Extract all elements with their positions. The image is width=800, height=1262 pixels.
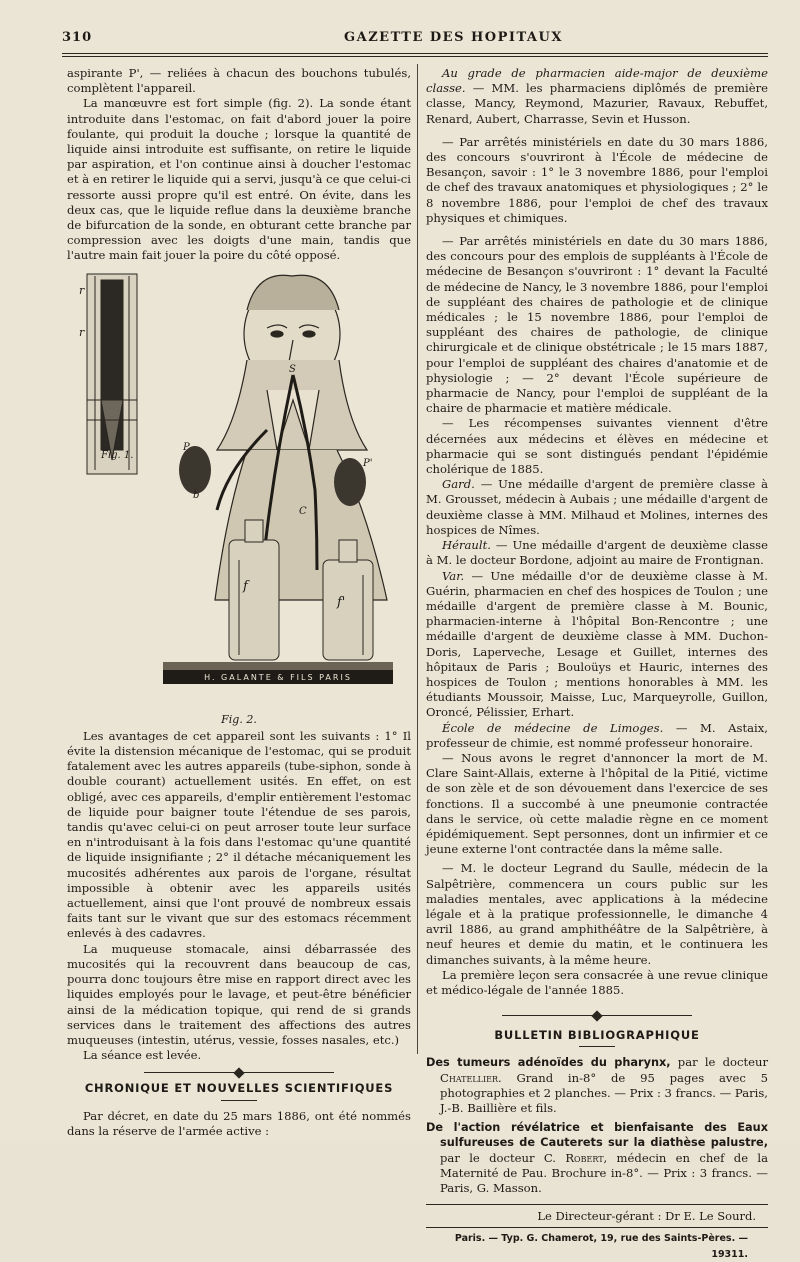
paragraph-text: — Une médaille d'argent de première classe à M. Grousset, médecin à Aubais ; une médaille d'argent de deuxième classe à MM. Milhaud et Molines, internes des hospices de Nîmes.: [426, 477, 768, 537]
print-rule: [426, 1227, 768, 1228]
paragraph: — Par arrêtés ministériels en date du 30 mars 1886, des concours s'ouvriront à l'École de médecine de Besançon, savoir : 1° le 3 novembre 1886, pour l'emploi de chef des travaux anatomiques et physiologiques ; 2° le 8 novembre 1886, pour l'emploi de chef des travaux physiques et chimiques.: [426, 134, 768, 225]
paragraph: La muqueuse stomacale, ainsi débarrassée des mucosités qui la recouvrent dans beaucoup de cas, pourra donc toujours être mise en rapport direct avec les liquides employés pour le lavage, et peut-être bénéficier ainsi de la médication topique, qui rend de si grands services dans le traitement des affections des autres muqueuses (intestin, utérus, vessie, fosses nasales, etc.): [67, 941, 411, 1047]
director-signature: Le Directeur-gérant : Dr E. Le Sourd.: [537, 1209, 756, 1224]
engraving-illustration: [67, 270, 411, 708]
title-rule: [221, 1100, 257, 1101]
paragraph: — Nous avons le regret d'annoncer la mort de M. Clare Saint-Allais, externe à l'hôpital de la Pitié, victime de son zèle et de son dévouement dans l'exercice de ses fonctions. Il a succombé à une pneumonie contractée dans le service, où cette maladie règne en ce moment épidémiquement. Sept personnes, dont un infirmier et ce jeune externe l'ont contractée dans la même salle.: [426, 750, 768, 857]
engraver-credit: H. GALANTE & FILS PARIS: [204, 672, 352, 682]
figure-letter: f: [243, 578, 248, 594]
paragraph-text: — Une médaille d'or de deuxième classe à M. Guérin, pharmacien en chef des hospices de Toulon ; une médaille d'argent de première classe à M. Bounic, pharmacien-interne à l'hôpital Bon-Rencontre ; une médaille d'argent de deuxième classe à MM. Duchon-Doris, Laperveche, Lesage et Guillet, internes des hôpitaux de Paris ; Bouloüys et Hauric, internes des hospices de Toulon ; mentions honorables à MM. les étudiants Moussoir, Maisse, Luc, Marqueyrolle, Guillon, Oroncé, Pélissier, Erhart.: [426, 568, 768, 720]
entry-text: Grand in-8° de 95 pages avec 5 photographies et 2 planches. — Prix : 3 francs. — Paris, J.-B. Baillière et fils.: [440, 1070, 768, 1115]
italic-heading: Hérault.: [442, 538, 491, 553]
fig1-caption: Fig. 1.: [101, 449, 134, 461]
figure-letter: r: [79, 325, 85, 339]
entry-text: par le docteur C.: [440, 1150, 566, 1165]
paragraph: Les avantages de cet appareil sont les suivants : 1° Il évite la distension mécanique de l'estomac, qui se produit fatalement avec les autres appareils (tube-siphon, sonde à double courant) actuellement usités. En effet, on est obligé, avec ces appareils, d'emplir entièrement l'estomac de liquide pour baigner toute l'étendue de ses parois, tandis qu'avec celui-ci on peut arroser toute leur surface en n'introduisant à la fois dans l'estomac qu'une quantité de liquide insignifiante ; 2° il détache mécaniquement les mucosités adhérentes aux parois de l'organe, résultat impossible à obtenir avec les appareils usités actuellement, ainsi que l'ont prouvé de nombreux essais faits tant sur le vivant que sur des estomacs récemment enlevés à des cadavres.: [67, 728, 411, 941]
book-title: De l'action révélatrice et bienfaisante des Eaux sulfureuses de Cauterets sur la diathèse palustre,: [426, 1121, 768, 1150]
book-title: Des tumeurs adénoïdes du pharynx,: [426, 1056, 671, 1070]
paragraph: aspirante P', — reliées à chacun des bouchons tubulés, complètent l'appareil.: [67, 66, 411, 96]
right-column: [426, 66, 768, 1262]
paragraph: Par décret, en date du 25 mars 1886, ont été nommés dans la réserve de l'armée active :: [67, 1108, 411, 1138]
italic-heading: Var.: [442, 568, 465, 583]
title-rule: [579, 1046, 615, 1047]
paragraph: [426, 721, 768, 751]
figure-letter: P': [363, 457, 373, 469]
bulb-P: [179, 446, 211, 494]
header-rule: [62, 56, 768, 57]
figure-illustration: [67, 270, 411, 708]
left-column: [67, 66, 411, 1139]
page-number: 310: [62, 30, 93, 45]
paragraph: La première leçon sera consacrée à une revue clinique et médico-légale de l'année 1885.: [426, 967, 768, 997]
figure-caption: Fig. 2.: [221, 712, 257, 726]
bibliography: [426, 1055, 768, 1196]
column-divider: [417, 64, 418, 1054]
paragraph: — M. le docteur Legrand du Saulle, médecin de la Salpêtrière, commencera un cours public sur les maladies mentales, avec applications à la médecine légale et à la pratique professionnelle, le dimanche 4 avril 1886, au grand amphithéâtre de la Salpêtrière, à neuf heures et demie du matin, et le continuera les dimanches suivants, à la même heure.: [426, 861, 768, 967]
paragraph: — Par arrêtés ministériels en date du 30 mars 1886, des concours pour des emplois de suppléants à l'École de médecine de Besançon s'ouvriront : 1° devant la Faculté de médecine de Nancy, le 3 novembre 1886, pour l'emploi de suppléant des chaires de pathologie et de clinique médicales ; le 15 novembre 1886, pour l'emploi de suppléant des chaires de pathologie, de clinique chirurgicale et de clinique obstétricale ; le 15 mars 1887, pour l'emploi de suppléant des chaires d'anatomie et de physiologie ; — 2° devant l'École supérieure de pharmacie de Nancy, pour l'emploi de suppléant de la chaire de pharmacie et matière médicale.: [426, 234, 768, 416]
section-separator: [502, 1012, 692, 1020]
paragraph: — Les récompenses suivantes viennent d'être décernées aux médecins et élèves en médecine et pharmacie qui se sont distingués pendant l'épidémie cholérique de 1885.: [426, 416, 768, 477]
section-title: BULLETIN BIBLIOGRAPHIQUE: [494, 1028, 700, 1043]
paragraph-text: — M. Astaix, professeur de chimie, est nommé professeur honoraire.: [426, 720, 768, 750]
italic-heading: Gard.: [442, 477, 475, 492]
paragraph: [426, 569, 768, 721]
figure-letter: b: [193, 489, 200, 501]
page-header: [62, 30, 768, 52]
paragraph: [426, 538, 768, 568]
author-name: Chatellier.: [440, 1070, 502, 1085]
paragraph-text: — MM. les pharmaciens diplômés de première classe, Mancy, Reymond, Mazurier, Ravaux, Rebuffet, Renard, Aubert, Charrasse, Sevin et Husson.: [426, 81, 768, 126]
table-edge: [163, 662, 393, 670]
figure-letter: S: [289, 363, 296, 375]
figure-letter: f': [337, 594, 346, 610]
bulb-P-prime: [334, 458, 366, 506]
end-rule: [426, 1204, 768, 1205]
entry-text: médecin en chef de la Maternité de Pau. Brochure in-8°. — Prix : 3 francs. — Paris, G. Masson.: [440, 1150, 768, 1196]
author-name: Robert,: [565, 1150, 608, 1165]
paragraph: [426, 66, 768, 127]
fig1-inset: [87, 274, 137, 474]
entry-text: par le docteur: [670, 1055, 768, 1070]
paragraph: La séance est levée.: [83, 1048, 202, 1063]
printer-imprint: Paris. — Typ. G. Chamerot, 19, rue des Saints-Pères. — 19311.: [454, 1233, 748, 1260]
paragraph-text: — Une médaille d'argent de deuxième classe à M. le docteur Bordone, adjoint au maire de Frontignan.: [426, 538, 768, 568]
journal-title: GAZETTE DES HOPITAUX: [344, 30, 563, 45]
paragraph: [426, 477, 768, 538]
section-separator: [144, 1069, 334, 1077]
bibliography-entry: [426, 1120, 768, 1196]
paragraph: La manœuvre est fort simple (fig. 2). La sonde étant introduite dans l'estomac, on fait d'abord jouer la poire foulante, qui produit la douche ; lorsque la quantité de liquide ainsi introduite est suffisante, on retire le liquide par aspiration, et l'on continue ainsi à doucher l'estomac et à en retirer le liquide qui a servi, jusqu'à ce que celui-ci ressorte aussi propre qu'il est entré. On évite, dans les deux cas, que le liquide reflue dans la deuxième branche de bifurcation de la sonde, en obturant cette branche par compression avec les doigts d'une main, tandis que l'autre main fait jouer la poire du côté opposé.: [67, 96, 411, 263]
figure-letter: C: [299, 505, 307, 517]
italic-heading: École de médecine de Limoges.: [442, 720, 664, 735]
italic-heading: Au grade de pharmacien aide-major de deuxième classe.: [426, 66, 768, 96]
section-title: CHRONIQUE ET NOUVELLES SCIENTIFIQUES: [84, 1081, 394, 1096]
figure-letter: P: [183, 441, 190, 453]
header-rule: [62, 53, 768, 54]
figure-letter: r: [79, 283, 85, 297]
bibliography-entry: [426, 1055, 768, 1116]
